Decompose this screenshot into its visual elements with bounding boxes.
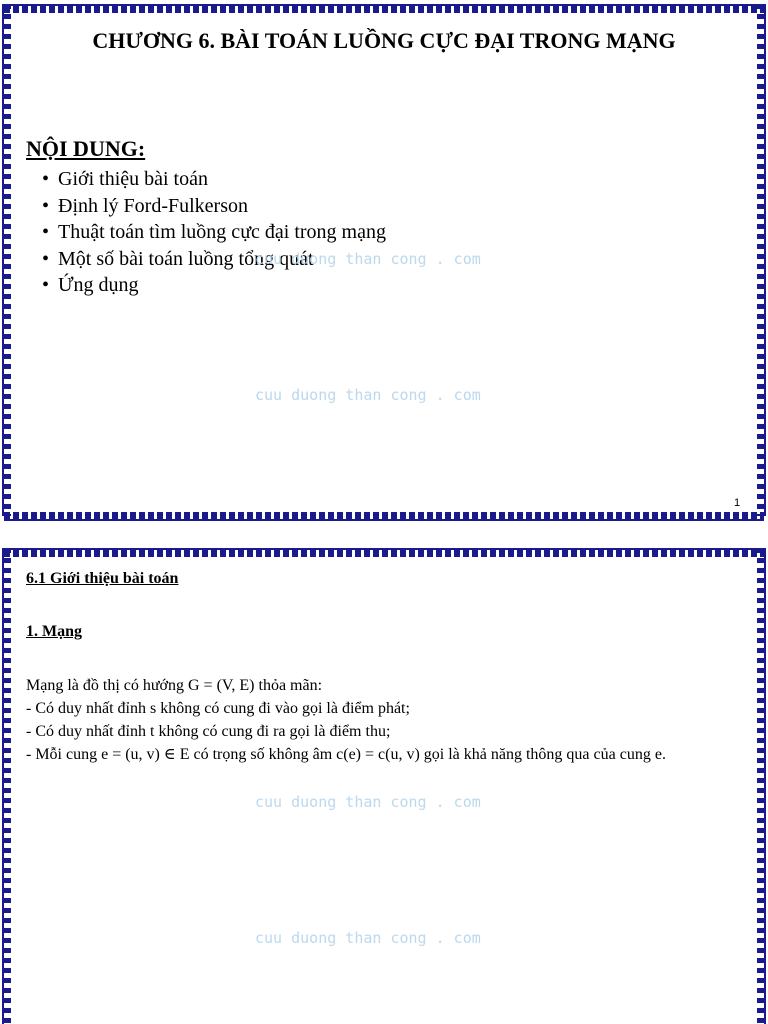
list-item-text: Giới thiệu bài toán bbox=[58, 168, 208, 190]
watermark-text: cuu duong than cong . com bbox=[255, 793, 481, 811]
list-item-text: Một số bài toán luồng tổng quát bbox=[58, 247, 314, 270]
slide-border-bottom bbox=[4, 512, 764, 521]
list-item-text: Ứng dụng bbox=[58, 274, 139, 296]
contents-list bbox=[42, 166, 386, 299]
list-item bbox=[42, 272, 386, 299]
page-number: 1 bbox=[734, 497, 741, 509]
contents-heading: NỘI DUNG: bbox=[26, 136, 146, 161]
watermark-text: cuu duong than cong . com bbox=[255, 929, 481, 947]
list-item bbox=[42, 166, 386, 193]
slide-border-right bbox=[757, 4, 766, 516]
watermark-text: cuu duong than cong . com bbox=[255, 386, 481, 404]
bullet-icon: • bbox=[42, 274, 50, 296]
slide-border-top bbox=[4, 4, 764, 13]
list-item-text: Định lý Ford-Fulkerson bbox=[58, 194, 248, 217]
slide-2 bbox=[0, 544, 768, 1024]
list-item bbox=[42, 219, 386, 246]
bullet-icon: • bbox=[42, 221, 50, 243]
list-item bbox=[42, 193, 386, 220]
paragraph: Mạng là đồ thị có hướng G = (V, E) thỏa mãn: bbox=[26, 677, 323, 694]
definition-text bbox=[26, 674, 746, 766]
slide-border-left bbox=[2, 4, 11, 516]
bullet-icon: • bbox=[42, 194, 50, 217]
sub-heading: 1. Mạng bbox=[26, 623, 82, 640]
bullet-icon: • bbox=[42, 247, 50, 270]
section-heading: 6.1 Giới thiệu bài toán bbox=[26, 570, 179, 587]
watermark-text: cuu duong than cong . com bbox=[255, 250, 481, 268]
paragraph: - Mỗi cung e = (u, v) ∈ E có trọng số không âm c(e) = c(u, v) gọi là khả năng thông qua của cung e. bbox=[26, 746, 666, 763]
paragraph: - Có duy nhất đỉnh s không có cung đi vào gọi là điểm phát; bbox=[26, 700, 410, 717]
chapter-title: CHƯƠNG 6. BÀI TOÁN LUỒNG CỰC ĐẠI TRONG MẠNG bbox=[92, 28, 676, 53]
list-item-text: Thuật toán tìm luồng cực đại trong mạng bbox=[58, 221, 386, 243]
slide-border-left bbox=[2, 548, 11, 1024]
paragraph: - Có duy nhất đỉnh t không có cung đi ra gọi là điểm thu; bbox=[26, 723, 391, 740]
slide-border-top bbox=[4, 548, 764, 557]
bullet-icon: • bbox=[42, 168, 50, 190]
slide-border-right bbox=[757, 548, 766, 1024]
